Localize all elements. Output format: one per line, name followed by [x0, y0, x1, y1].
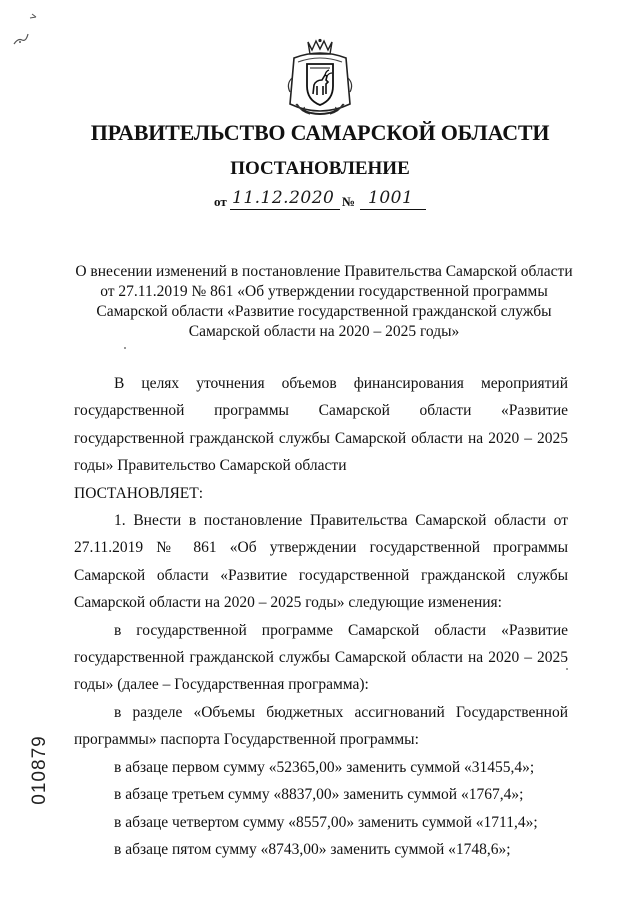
paragraph-resolves: ПОСТАНОВЛЯЕТ: [74, 484, 204, 502]
handwritten-mark [10, 8, 38, 48]
paragraph-item-1: 1. Внести в постановление Правительства Самарской области от 27.11.2019 № 861 «Об утверждении государственной программы Самарской области «Развитие государственной гражданской службы Самарской области на 2020 – 2025 годы» следующие изменения: [74, 512, 568, 612]
list-item: в абзаце четвертом сумму «8557,00» заменить суммой «1711,4»; [114, 813, 538, 831]
paragraph-program: в государственной программе Самарской области «Развитие государственной гражданской службы Самарской области на 2020 – 2025 годы» (далее – Государственная программа): [74, 621, 568, 694]
heading-line: Самарской области «Развитие государственной гражданской службы [96, 303, 552, 320]
list-item: в абзаце третьем сумму «8837,00» заменить суммой «1767,4»; [114, 786, 524, 804]
document-body [74, 370, 568, 863]
list-item: в абзаце пятом сумму «8743,00» заменить суммой «1748,6»; [114, 840, 511, 858]
margin-serial-number: 010879 [29, 735, 50, 805]
date-underline [230, 209, 340, 210]
number-prefix: № [342, 194, 356, 209]
number-underline [360, 209, 426, 210]
paragraph-section: в разделе «Объемы бюджетных ассигнований Государственной программы» паспорта Государственной программы: [74, 703, 568, 749]
heading-line: О внесении изменений в постановление Правительства Самарской области [75, 263, 573, 280]
document-heading [68, 262, 580, 342]
handwritten-date: 11.12.2020 [232, 188, 335, 208]
handwritten-number: 1001 [368, 188, 414, 208]
coat-of-arms-icon [280, 38, 360, 120]
speck [566, 668, 568, 670]
list-item: в абзаце первом сумму «52365,00» заменить суммой «31455,4»; [114, 758, 535, 776]
document-type: ПОСТАНОВЛЕНИЕ [230, 158, 410, 179]
speck [124, 347, 126, 349]
date-prefix: от [214, 194, 227, 209]
heading-line: Самарской области на 2020 – 2025 годы» [188, 323, 460, 340]
heading-line: от 27.11.2019 № 861 «Об утверждении государственной программы [100, 283, 548, 300]
date-number-line [214, 188, 444, 212]
paragraph-preamble: В целях уточнения объемов финансирования мероприятий государственной программы Самарской области «Развитие государственной гражданской службы Самарской области на 2020 – 2025 годы» Правительство Самарской области [74, 375, 568, 475]
government-title: ПРАВИТЕЛЬСТВО САМАРСКОЙ ОБЛАСТИ [90, 120, 550, 145]
